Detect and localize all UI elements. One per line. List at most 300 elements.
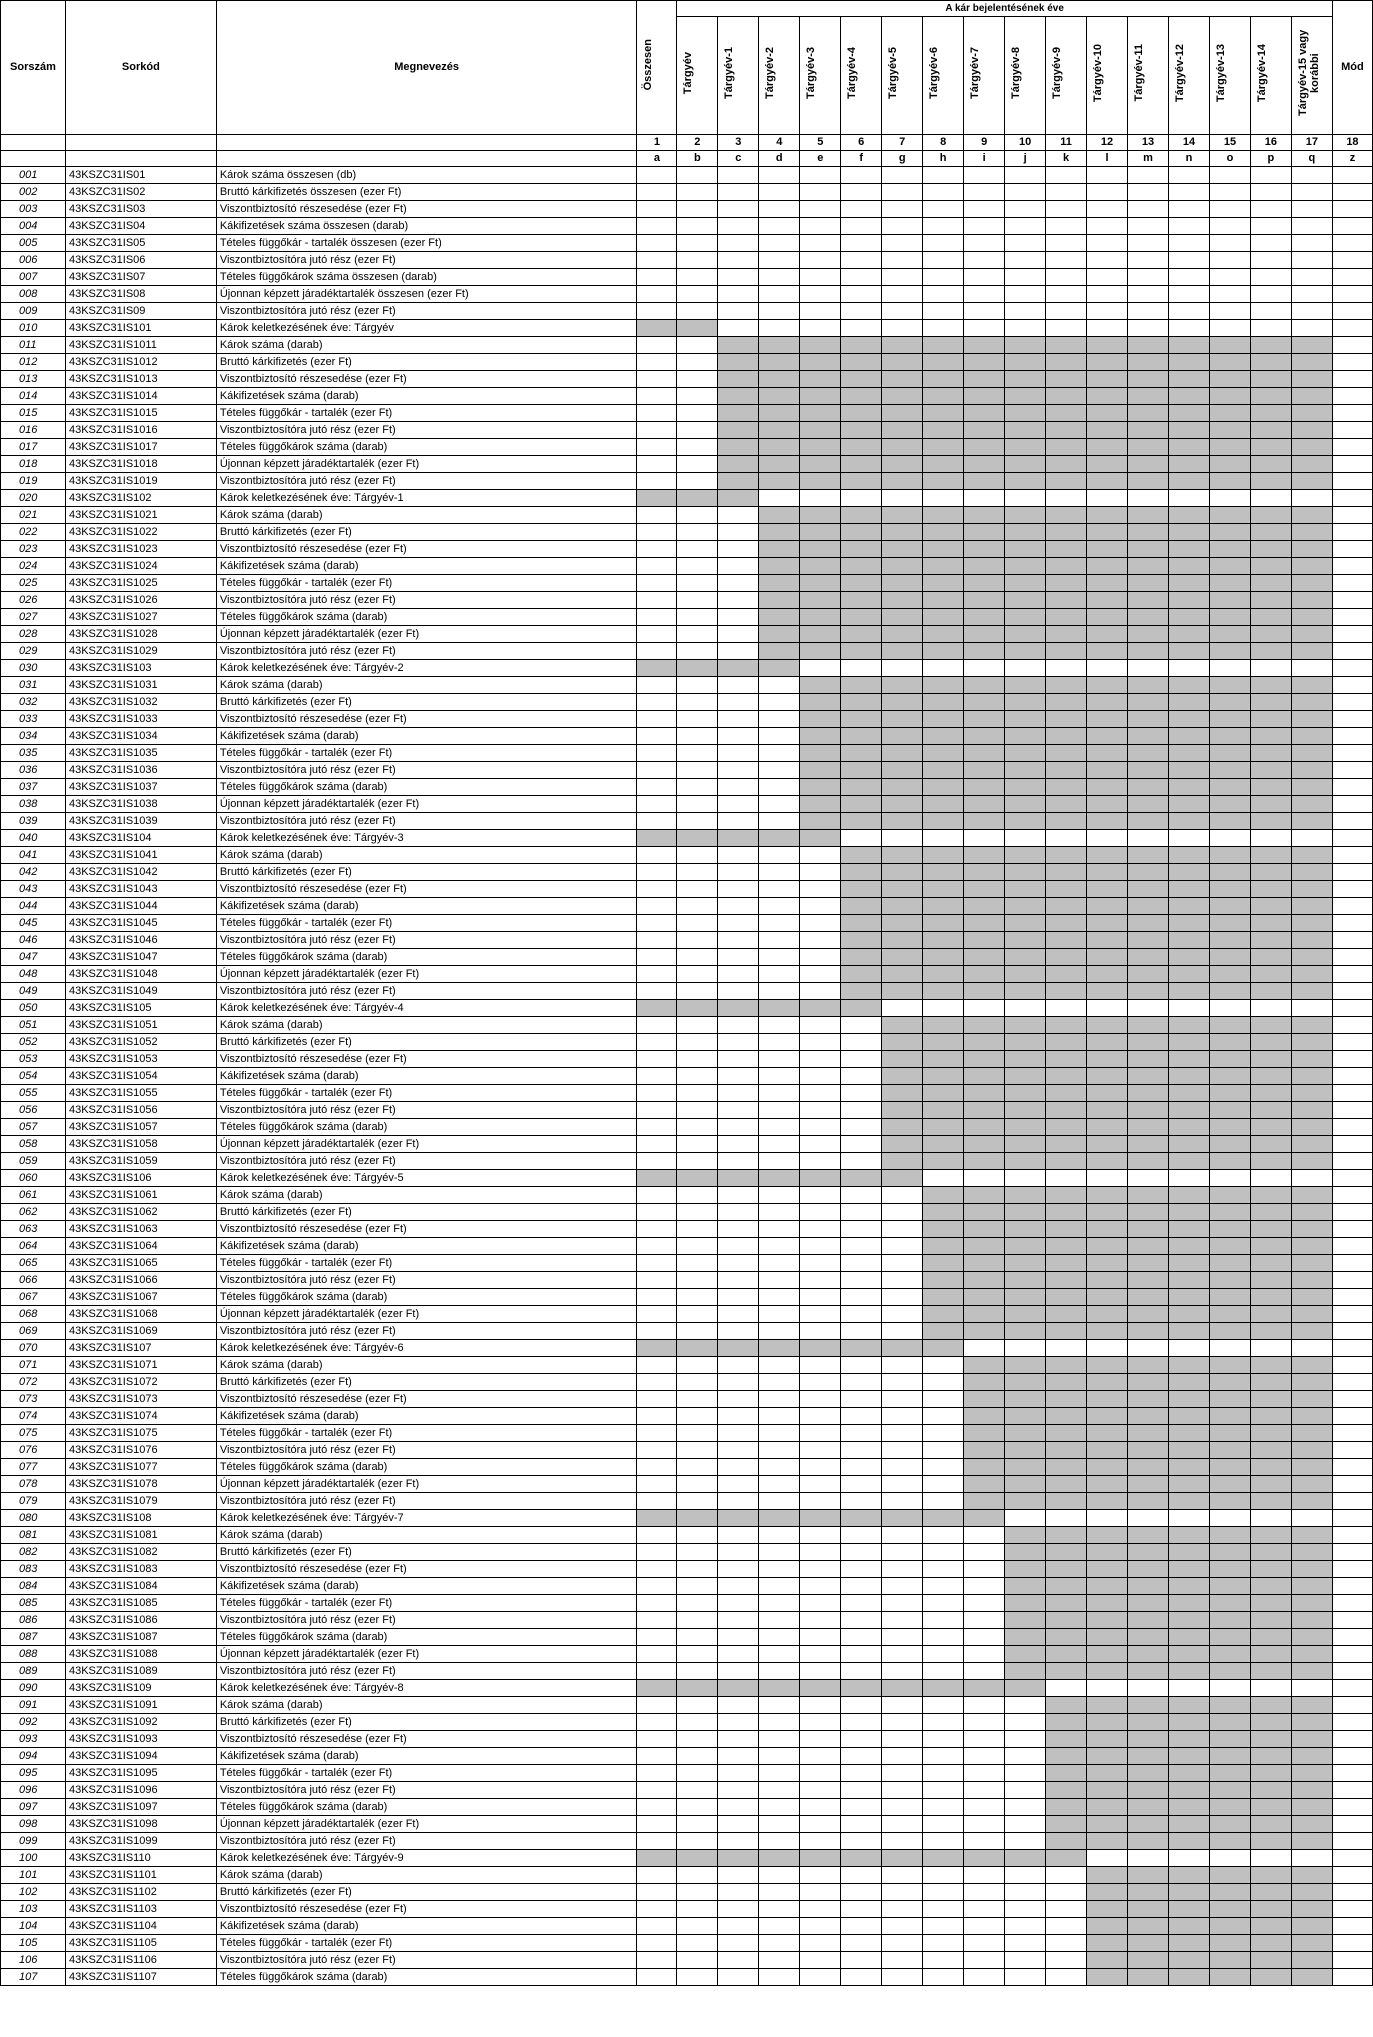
input-cell[interactable] <box>637 456 677 473</box>
input-cell[interactable] <box>841 1612 882 1629</box>
input-cell[interactable] <box>1005 1340 1046 1357</box>
input-cell[interactable] <box>1332 218 1372 235</box>
input-cell[interactable] <box>1332 1833 1372 1850</box>
input-cell[interactable] <box>1250 303 1291 320</box>
input-cell[interactable] <box>841 1136 882 1153</box>
input-cell[interactable] <box>677 1765 718 1782</box>
input-cell[interactable] <box>1332 1476 1372 1493</box>
input-cell[interactable] <box>800 1323 841 1340</box>
input-cell[interactable] <box>1332 201 1372 218</box>
input-cell[interactable] <box>677 439 718 456</box>
input-cell[interactable] <box>800 1629 841 1646</box>
input-cell[interactable] <box>718 320 759 337</box>
input-cell[interactable] <box>1250 1680 1291 1697</box>
input-cell[interactable] <box>759 1238 800 1255</box>
input-cell[interactable] <box>677 847 718 864</box>
input-cell[interactable] <box>677 694 718 711</box>
input-cell[interactable] <box>964 1714 1005 1731</box>
input-cell[interactable] <box>841 1391 882 1408</box>
input-cell[interactable] <box>759 1323 800 1340</box>
input-cell[interactable] <box>923 252 964 269</box>
input-cell[interactable] <box>1332 1527 1372 1544</box>
input-cell[interactable] <box>718 1306 759 1323</box>
input-cell[interactable] <box>677 541 718 558</box>
input-cell[interactable] <box>1087 286 1128 303</box>
input-cell[interactable] <box>1332 337 1372 354</box>
input-cell[interactable] <box>964 167 1005 184</box>
input-cell[interactable] <box>964 235 1005 252</box>
input-cell[interactable] <box>759 966 800 983</box>
input-cell[interactable] <box>1332 1697 1372 1714</box>
input-cell[interactable] <box>759 745 800 762</box>
input-cell[interactable] <box>1046 201 1087 218</box>
input-cell[interactable] <box>718 1782 759 1799</box>
input-cell[interactable] <box>718 1323 759 1340</box>
input-cell[interactable] <box>718 201 759 218</box>
input-cell[interactable] <box>1332 932 1372 949</box>
input-cell[interactable] <box>882 1442 923 1459</box>
input-cell[interactable] <box>964 320 1005 337</box>
input-cell[interactable] <box>841 1187 882 1204</box>
input-cell[interactable] <box>1087 320 1128 337</box>
input-cell[interactable] <box>759 983 800 1000</box>
input-cell[interactable] <box>637 354 677 371</box>
input-cell[interactable] <box>1332 1714 1372 1731</box>
input-cell[interactable] <box>759 1289 800 1306</box>
input-cell[interactable] <box>1128 1170 1169 1187</box>
input-cell[interactable] <box>759 1187 800 1204</box>
input-cell[interactable] <box>759 1629 800 1646</box>
input-cell[interactable] <box>718 643 759 660</box>
input-cell[interactable] <box>637 1119 677 1136</box>
input-cell[interactable] <box>637 1561 677 1578</box>
input-cell[interactable] <box>882 660 923 677</box>
input-cell[interactable] <box>1209 1510 1250 1527</box>
input-cell[interactable] <box>923 218 964 235</box>
input-cell[interactable] <box>800 1612 841 1629</box>
input-cell[interactable] <box>677 422 718 439</box>
input-cell[interactable] <box>800 1544 841 1561</box>
input-cell[interactable] <box>1332 1731 1372 1748</box>
input-cell[interactable] <box>923 1731 964 1748</box>
input-cell[interactable] <box>1332 1595 1372 1612</box>
input-cell[interactable] <box>677 1408 718 1425</box>
input-cell[interactable] <box>759 1663 800 1680</box>
input-cell[interactable] <box>1332 779 1372 796</box>
input-cell[interactable] <box>882 1561 923 1578</box>
input-cell[interactable] <box>882 1714 923 1731</box>
input-cell[interactable] <box>1291 660 1332 677</box>
input-cell[interactable] <box>637 507 677 524</box>
input-cell[interactable] <box>1291 830 1332 847</box>
input-cell[interactable] <box>677 405 718 422</box>
input-cell[interactable] <box>637 915 677 932</box>
input-cell[interactable] <box>1087 1340 1128 1357</box>
input-cell[interactable] <box>1332 609 1372 626</box>
input-cell[interactable] <box>759 167 800 184</box>
input-cell[interactable] <box>800 847 841 864</box>
input-cell[interactable] <box>800 167 841 184</box>
input-cell[interactable] <box>677 762 718 779</box>
input-cell[interactable] <box>841 1901 882 1918</box>
input-cell[interactable] <box>677 1476 718 1493</box>
input-cell[interactable] <box>882 830 923 847</box>
input-cell[interactable] <box>718 1476 759 1493</box>
input-cell[interactable] <box>1291 1850 1332 1867</box>
input-cell[interactable] <box>1128 1680 1169 1697</box>
input-cell[interactable] <box>637 626 677 643</box>
input-cell[interactable] <box>759 728 800 745</box>
input-cell[interactable] <box>923 660 964 677</box>
input-cell[interactable] <box>964 1765 1005 1782</box>
input-cell[interactable] <box>1332 762 1372 779</box>
input-cell[interactable] <box>841 1408 882 1425</box>
input-cell[interactable] <box>800 1187 841 1204</box>
input-cell[interactable] <box>677 983 718 1000</box>
input-cell[interactable] <box>637 1799 677 1816</box>
input-cell[interactable] <box>841 1255 882 1272</box>
input-cell[interactable] <box>1005 1799 1046 1816</box>
input-cell[interactable] <box>1087 1680 1128 1697</box>
input-cell[interactable] <box>718 1595 759 1612</box>
input-cell[interactable] <box>677 303 718 320</box>
input-cell[interactable] <box>800 1731 841 1748</box>
input-cell[interactable] <box>964 1969 1005 1986</box>
input-cell[interactable] <box>1250 184 1291 201</box>
input-cell[interactable] <box>1332 694 1372 711</box>
input-cell[interactable] <box>637 1459 677 1476</box>
input-cell[interactable] <box>1291 286 1332 303</box>
input-cell[interactable] <box>1332 1561 1372 1578</box>
input-cell[interactable] <box>800 1153 841 1170</box>
input-cell[interactable] <box>718 1561 759 1578</box>
input-cell[interactable] <box>1332 1663 1372 1680</box>
input-cell[interactable] <box>1332 949 1372 966</box>
input-cell[interactable] <box>1005 218 1046 235</box>
input-cell[interactable] <box>1046 1901 1087 1918</box>
input-cell[interactable] <box>718 847 759 864</box>
input-cell[interactable] <box>964 1629 1005 1646</box>
input-cell[interactable] <box>637 745 677 762</box>
input-cell[interactable] <box>637 949 677 966</box>
input-cell[interactable] <box>923 1884 964 1901</box>
input-cell[interactable] <box>1005 1901 1046 1918</box>
input-cell[interactable] <box>759 1357 800 1374</box>
input-cell[interactable] <box>1005 1816 1046 1833</box>
input-cell[interactable] <box>882 1306 923 1323</box>
input-cell[interactable] <box>1005 286 1046 303</box>
input-cell[interactable] <box>841 1935 882 1952</box>
input-cell[interactable] <box>964 1867 1005 1884</box>
input-cell[interactable] <box>637 1646 677 1663</box>
input-cell[interactable] <box>964 286 1005 303</box>
input-cell[interactable] <box>800 1255 841 1272</box>
input-cell[interactable] <box>1169 1000 1210 1017</box>
input-cell[interactable] <box>800 235 841 252</box>
input-cell[interactable] <box>1005 1782 1046 1799</box>
input-cell[interactable] <box>677 1731 718 1748</box>
input-cell[interactable] <box>1332 677 1372 694</box>
input-cell[interactable] <box>718 218 759 235</box>
input-cell[interactable] <box>1332 1510 1372 1527</box>
input-cell[interactable] <box>1087 252 1128 269</box>
input-cell[interactable] <box>759 1578 800 1595</box>
input-cell[interactable] <box>882 1204 923 1221</box>
input-cell[interactable] <box>1291 218 1332 235</box>
input-cell[interactable] <box>923 1493 964 1510</box>
input-cell[interactable] <box>1005 1765 1046 1782</box>
input-cell[interactable] <box>718 1221 759 1238</box>
input-cell[interactable] <box>882 1646 923 1663</box>
input-cell[interactable] <box>923 1459 964 1476</box>
input-cell[interactable] <box>637 1357 677 1374</box>
input-cell[interactable] <box>677 354 718 371</box>
input-cell[interactable] <box>882 1833 923 1850</box>
input-cell[interactable] <box>1332 1612 1372 1629</box>
input-cell[interactable] <box>718 1748 759 1765</box>
input-cell[interactable] <box>759 694 800 711</box>
input-cell[interactable] <box>677 1204 718 1221</box>
input-cell[interactable] <box>677 184 718 201</box>
input-cell[interactable] <box>759 1085 800 1102</box>
input-cell[interactable] <box>759 252 800 269</box>
input-cell[interactable] <box>637 1833 677 1850</box>
input-cell[interactable] <box>718 524 759 541</box>
input-cell[interactable] <box>964 184 1005 201</box>
input-cell[interactable] <box>677 1323 718 1340</box>
input-cell[interactable] <box>759 1442 800 1459</box>
input-cell[interactable] <box>800 660 841 677</box>
input-cell[interactable] <box>1332 1425 1372 1442</box>
input-cell[interactable] <box>677 1459 718 1476</box>
input-cell[interactable] <box>1332 167 1372 184</box>
input-cell[interactable] <box>637 1187 677 1204</box>
input-cell[interactable] <box>718 1034 759 1051</box>
input-cell[interactable] <box>1087 184 1128 201</box>
input-cell[interactable] <box>1332 660 1372 677</box>
input-cell[interactable] <box>923 1561 964 1578</box>
input-cell[interactable] <box>677 609 718 626</box>
input-cell[interactable] <box>882 1272 923 1289</box>
input-cell[interactable] <box>964 303 1005 320</box>
input-cell[interactable] <box>718 1374 759 1391</box>
input-cell[interactable] <box>1250 167 1291 184</box>
input-cell[interactable] <box>677 1136 718 1153</box>
input-cell[interactable] <box>677 1816 718 1833</box>
input-cell[interactable] <box>1332 1935 1372 1952</box>
input-cell[interactable] <box>637 1867 677 1884</box>
input-cell[interactable] <box>964 1782 1005 1799</box>
input-cell[interactable] <box>637 337 677 354</box>
input-cell[interactable] <box>677 1289 718 1306</box>
input-cell[interactable] <box>677 1272 718 1289</box>
input-cell[interactable] <box>923 1952 964 1969</box>
input-cell[interactable] <box>637 1255 677 1272</box>
input-cell[interactable] <box>1209 1000 1250 1017</box>
input-cell[interactable] <box>1005 490 1046 507</box>
input-cell[interactable] <box>1332 1255 1372 1272</box>
input-cell[interactable] <box>882 1748 923 1765</box>
input-cell[interactable] <box>800 286 841 303</box>
input-cell[interactable] <box>637 1578 677 1595</box>
input-cell[interactable] <box>800 1306 841 1323</box>
input-cell[interactable] <box>923 490 964 507</box>
input-cell[interactable] <box>677 507 718 524</box>
input-cell[interactable] <box>1087 1510 1128 1527</box>
input-cell[interactable] <box>1332 524 1372 541</box>
input-cell[interactable] <box>800 966 841 983</box>
input-cell[interactable] <box>759 813 800 830</box>
input-cell[interactable] <box>841 1646 882 1663</box>
input-cell[interactable] <box>759 898 800 915</box>
input-cell[interactable] <box>841 1765 882 1782</box>
input-cell[interactable] <box>800 1289 841 1306</box>
input-cell[interactable] <box>718 626 759 643</box>
input-cell[interactable] <box>882 1221 923 1238</box>
input-cell[interactable] <box>1169 252 1210 269</box>
input-cell[interactable] <box>637 1935 677 1952</box>
input-cell[interactable] <box>923 1748 964 1765</box>
input-cell[interactable] <box>1046 1884 1087 1901</box>
input-cell[interactable] <box>637 1425 677 1442</box>
input-cell[interactable] <box>1169 1680 1210 1697</box>
input-cell[interactable] <box>1087 1170 1128 1187</box>
input-cell[interactable] <box>1250 1340 1291 1357</box>
input-cell[interactable] <box>718 1136 759 1153</box>
input-cell[interactable] <box>718 1714 759 1731</box>
input-cell[interactable] <box>718 762 759 779</box>
input-cell[interactable] <box>800 1663 841 1680</box>
input-cell[interactable] <box>1291 235 1332 252</box>
input-cell[interactable] <box>882 303 923 320</box>
input-cell[interactable] <box>1332 830 1372 847</box>
input-cell[interactable] <box>1332 1289 1372 1306</box>
input-cell[interactable] <box>718 1952 759 1969</box>
input-cell[interactable] <box>800 1085 841 1102</box>
input-cell[interactable] <box>1087 1850 1128 1867</box>
input-cell[interactable] <box>759 269 800 286</box>
input-cell[interactable] <box>841 252 882 269</box>
input-cell[interactable] <box>718 932 759 949</box>
input-cell[interactable] <box>637 694 677 711</box>
input-cell[interactable] <box>923 1391 964 1408</box>
input-cell[interactable] <box>882 1663 923 1680</box>
input-cell[interactable] <box>637 1731 677 1748</box>
input-cell[interactable] <box>1332 711 1372 728</box>
input-cell[interactable] <box>1087 269 1128 286</box>
input-cell[interactable] <box>718 1969 759 1986</box>
input-cell[interactable] <box>1128 184 1169 201</box>
input-cell[interactable] <box>1332 439 1372 456</box>
input-cell[interactable] <box>718 745 759 762</box>
input-cell[interactable] <box>800 1935 841 1952</box>
input-cell[interactable] <box>759 864 800 881</box>
input-cell[interactable] <box>923 1663 964 1680</box>
input-cell[interactable] <box>718 1646 759 1663</box>
input-cell[interactable] <box>1128 830 1169 847</box>
input-cell[interactable] <box>800 1595 841 1612</box>
input-cell[interactable] <box>1209 167 1250 184</box>
input-cell[interactable] <box>677 643 718 660</box>
input-cell[interactable] <box>637 1391 677 1408</box>
input-cell[interactable] <box>637 1714 677 1731</box>
input-cell[interactable] <box>1005 320 1046 337</box>
input-cell[interactable] <box>1332 575 1372 592</box>
input-cell[interactable] <box>800 1374 841 1391</box>
input-cell[interactable] <box>759 1119 800 1136</box>
input-cell[interactable] <box>800 201 841 218</box>
input-cell[interactable] <box>923 1595 964 1612</box>
input-cell[interactable] <box>1005 167 1046 184</box>
input-cell[interactable] <box>1332 1119 1372 1136</box>
input-cell[interactable] <box>637 728 677 745</box>
input-cell[interactable] <box>637 711 677 728</box>
input-cell[interactable] <box>964 1731 1005 1748</box>
input-cell[interactable] <box>1169 167 1210 184</box>
input-cell[interactable] <box>677 677 718 694</box>
input-cell[interactable] <box>964 1578 1005 1595</box>
input-cell[interactable] <box>841 1799 882 1816</box>
input-cell[interactable] <box>923 1816 964 1833</box>
input-cell[interactable] <box>718 1119 759 1136</box>
input-cell[interactable] <box>1332 1238 1372 1255</box>
input-cell[interactable] <box>637 286 677 303</box>
input-cell[interactable] <box>1046 1000 1087 1017</box>
input-cell[interactable] <box>923 1697 964 1714</box>
input-cell[interactable] <box>964 1170 1005 1187</box>
input-cell[interactable] <box>718 1017 759 1034</box>
input-cell[interactable] <box>637 575 677 592</box>
input-cell[interactable] <box>882 269 923 286</box>
input-cell[interactable] <box>1209 1850 1250 1867</box>
input-cell[interactable] <box>1332 626 1372 643</box>
input-cell[interactable] <box>677 1833 718 1850</box>
input-cell[interactable] <box>677 1374 718 1391</box>
input-cell[interactable] <box>1046 830 1087 847</box>
input-cell[interactable] <box>677 745 718 762</box>
input-cell[interactable] <box>882 252 923 269</box>
input-cell[interactable] <box>964 1340 1005 1357</box>
input-cell[interactable] <box>677 388 718 405</box>
input-cell[interactable] <box>800 881 841 898</box>
input-cell[interactable] <box>637 473 677 490</box>
input-cell[interactable] <box>800 915 841 932</box>
input-cell[interactable] <box>718 1697 759 1714</box>
input-cell[interactable] <box>637 983 677 1000</box>
input-cell[interactable] <box>759 1697 800 1714</box>
input-cell[interactable] <box>637 1782 677 1799</box>
input-cell[interactable] <box>800 983 841 1000</box>
input-cell[interactable] <box>677 558 718 575</box>
input-cell[interactable] <box>677 1612 718 1629</box>
input-cell[interactable] <box>964 1884 1005 1901</box>
input-cell[interactable] <box>923 1408 964 1425</box>
input-cell[interactable] <box>882 1901 923 1918</box>
input-cell[interactable] <box>841 1833 882 1850</box>
input-cell[interactable] <box>841 1238 882 1255</box>
input-cell[interactable] <box>841 1051 882 1068</box>
input-cell[interactable] <box>882 235 923 252</box>
input-cell[interactable] <box>800 1833 841 1850</box>
input-cell[interactable] <box>1332 1051 1372 1068</box>
input-cell[interactable] <box>1332 320 1372 337</box>
input-cell[interactable] <box>964 269 1005 286</box>
input-cell[interactable] <box>718 1442 759 1459</box>
input-cell[interactable] <box>923 1578 964 1595</box>
input-cell[interactable] <box>1046 490 1087 507</box>
input-cell[interactable] <box>759 1306 800 1323</box>
input-cell[interactable] <box>1332 1187 1372 1204</box>
